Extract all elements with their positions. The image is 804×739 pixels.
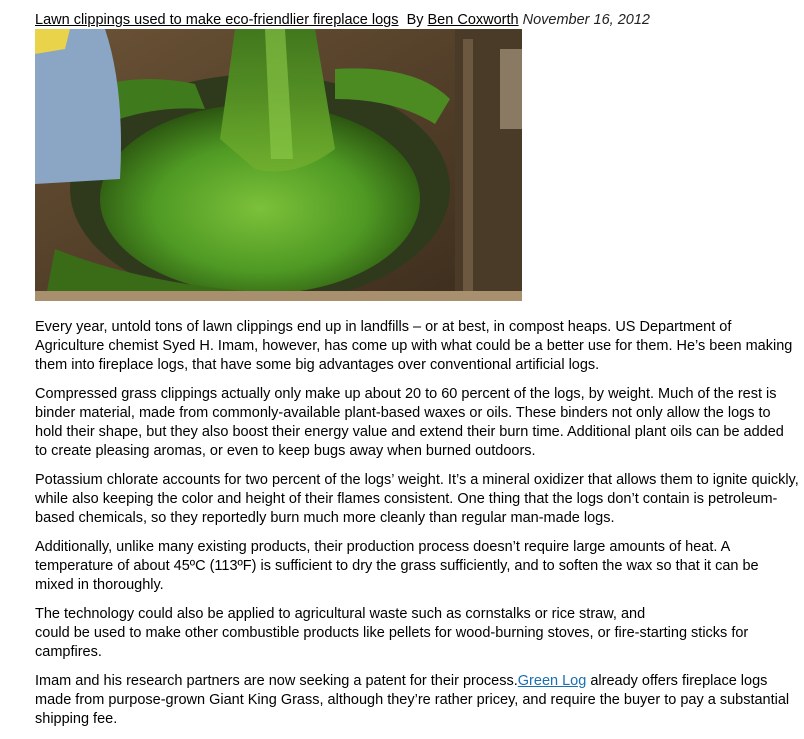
photo-illustration bbox=[35, 29, 522, 301]
paragraph-2: Compressed grass clippings actually only make up about 20 to 60 percent of the logs, by weight. Much of the rest is binder material, made from commonly-available plant-based waxes or oils. These binders not only allow the logs to hold their shape, but they also boost their energy value and extend their burn time. Additional plant oils can be added to create pleasing aromas, or even to keep bugs away when burned outdoors. bbox=[35, 386, 784, 459]
byline-prefix: By bbox=[406, 12, 424, 28]
byline bbox=[407, 12, 519, 28]
publish-date: November 16, 2012 bbox=[522, 12, 650, 28]
paragraph-4: Additionally, unlike many existing products, their production process doesn’t require large amounts of heat. A temperature of about 45ºC (113ºF) is sufficient to dry the grass sufficiently, and to soften the wax so that it can be mixed in thoroughly. bbox=[35, 539, 759, 593]
paragraph-1: Every year, untold tons of lawn clippings end up in landfills – or at best, in compost heaps. US Department of Agriculture chemist Syed H. Imam, however, has come up with what could be a better use for them. He’s been making them into fireplace logs, that have some big advantages over conventional artificial logs. bbox=[35, 319, 793, 373]
paragraph-6 bbox=[35, 672, 799, 729]
article-header bbox=[35, 11, 799, 29]
paragraph-3: Potassium chlorate accounts for two percent of the logs’ weight. It’s a mineral oxidizer that allows them to ignite quickly, while also keeping the color and height of their flames consistent. One thing that the logs don’t contain is petroleum-based chemicals, so they reportedly burn much more cleanly than regular man-made logs. bbox=[35, 472, 799, 526]
article bbox=[35, 11, 799, 739]
paragraph-5-line-1: The technology could also be applied to agricultural waste such as cornstalks or rice straw, and bbox=[35, 606, 646, 622]
article-body bbox=[35, 318, 799, 729]
green-log-link[interactable]: Green Log bbox=[517, 673, 587, 689]
paragraph-6-before: Imam and his research partners are now seeking a patent for their process. bbox=[35, 673, 518, 689]
article-title: Lawn clippings used to make eco-friendlier fireplace logs bbox=[35, 12, 399, 28]
paragraph-5 bbox=[35, 605, 799, 662]
paragraph-5-line-2: could be used to make other combustible products like pellets for wood-burning stoves, or fire-starting sticks for campfires. bbox=[35, 625, 749, 660]
lawn-clippings-photo bbox=[35, 29, 522, 301]
paragraph-6-after: already offers fireplace logs made from purpose-grown Giant King Grass, although they’re rather pricey, and require the buyer to pay a substantial shipping fee. bbox=[35, 673, 790, 727]
author-link[interactable]: Ben Coxworth bbox=[427, 12, 519, 28]
